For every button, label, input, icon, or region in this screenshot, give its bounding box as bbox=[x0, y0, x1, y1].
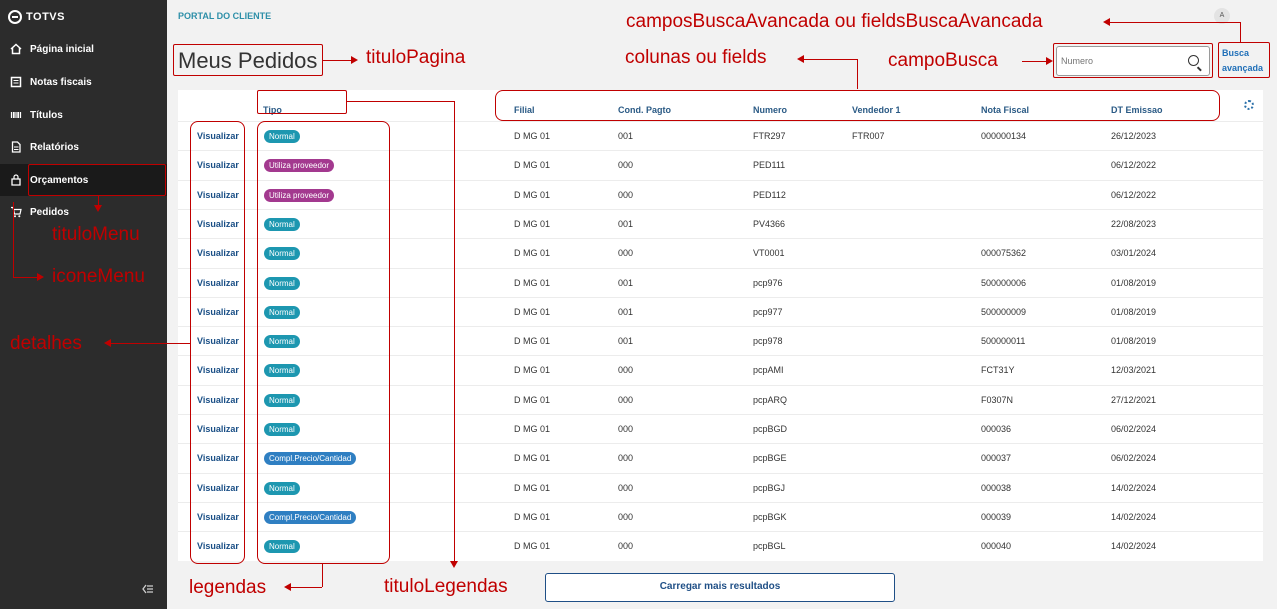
table-cell-numero: PV4366 bbox=[753, 218, 786, 229]
annotation-colunas: colunas ou fields bbox=[625, 47, 767, 68]
column-header-tipo[interactable]: Tipo bbox=[263, 105, 282, 115]
invoice-icon bbox=[10, 76, 22, 88]
annotation-box-titulo bbox=[173, 44, 323, 76]
annotation-line bbox=[857, 59, 858, 89]
cart-icon bbox=[10, 206, 22, 218]
annotation-line bbox=[1240, 22, 1241, 42]
view-details-link[interactable]: Visualizar bbox=[197, 160, 239, 171]
table-cell-numero: pcp976 bbox=[753, 277, 783, 288]
table-cell-nf: 000075362 bbox=[981, 248, 1027, 259]
column-header-vendedor[interactable]: Vendedor 1 bbox=[852, 105, 901, 115]
barcode-icon bbox=[10, 109, 22, 121]
table-cell-nf: 500000009 bbox=[981, 306, 1027, 317]
annotation-line bbox=[1107, 22, 1240, 23]
table-cell-numero: PED111 bbox=[753, 160, 786, 171]
table-cell-cond: 000 bbox=[618, 424, 634, 434]
table-cell-dt: 06/12/2022 bbox=[1111, 189, 1157, 200]
page-title: Meus Pedidos bbox=[178, 48, 318, 73]
annotation-campo-busca: campoBusca bbox=[888, 50, 998, 71]
table-cell-numero: pcpBGD bbox=[753, 424, 788, 434]
status-badge: Normal bbox=[264, 540, 300, 553]
annotation-titulo-legendas: tituloLegendas bbox=[384, 576, 508, 597]
table-cell-filial: D MG 01 bbox=[514, 424, 551, 434]
annotation-legendas: legendas bbox=[189, 577, 267, 598]
portal-title: PORTAL DO CLIENTE bbox=[178, 11, 272, 21]
table-cell-numero: pcp977 bbox=[753, 306, 783, 317]
view-details-link[interactable]: Visualizar bbox=[197, 131, 239, 141]
table-cell-numero: pcpARQ bbox=[753, 394, 788, 405]
view-details-link[interactable]: Visualizar bbox=[197, 277, 239, 288]
view-details-link[interactable]: Visualizar bbox=[197, 336, 239, 347]
annotation-arrow bbox=[94, 205, 102, 212]
table-cell-cond: 001 bbox=[618, 306, 634, 317]
table-cell-dt: 26/12/2023 bbox=[1111, 131, 1157, 141]
table-cell-nf: 000039 bbox=[981, 511, 1012, 522]
annotation-line bbox=[322, 564, 323, 587]
table-cell-nf: FCT31Y bbox=[981, 365, 1015, 376]
sidebar-item-titulos[interactable] bbox=[0, 99, 167, 131]
annotation-box-colunas bbox=[495, 90, 1220, 121]
sidebar-item-label: Orçamentos bbox=[30, 174, 89, 186]
view-details-link[interactable]: Visualizar bbox=[197, 394, 239, 405]
annotation-line bbox=[454, 101, 455, 562]
annotation-titulo-menu: tituloMenu bbox=[52, 224, 140, 245]
status-badge: Normal bbox=[264, 130, 300, 143]
annotation-box-menu bbox=[28, 164, 166, 196]
view-details-link[interactable]: Visualizar bbox=[197, 511, 239, 522]
view-details-link[interactable]: Visualizar bbox=[197, 365, 239, 376]
sidebar-item-label: Relatórios bbox=[30, 141, 79, 153]
annotation-line bbox=[290, 587, 322, 588]
annotation-titulo-pagina: tituloPagina bbox=[366, 47, 466, 68]
table-cell-nf: 500000006 bbox=[981, 277, 1027, 288]
table-cell-nf: 000040 bbox=[981, 541, 1012, 552]
gear-icon[interactable] bbox=[1244, 100, 1254, 110]
table-cell-filial: D MG 01 bbox=[514, 365, 551, 376]
table-cell-numero: pcpBGE bbox=[753, 453, 787, 464]
annotation-box-detalhes bbox=[190, 121, 245, 564]
view-details-link[interactable]: Visualizar bbox=[197, 424, 239, 434]
view-details-link[interactable]: Visualizar bbox=[197, 541, 239, 552]
sidebar-item-pagina-inicial[interactable] bbox=[0, 33, 167, 65]
view-details-link[interactable]: Visualizar bbox=[197, 218, 239, 229]
status-badge: Normal bbox=[264, 218, 300, 231]
table-cell-dt: 14/02/2024 bbox=[1111, 541, 1157, 552]
sidebar-item-relatorios[interactable] bbox=[0, 131, 167, 163]
table-cell-nf: 000037 bbox=[981, 453, 1012, 464]
table-cell-vendedor: FTR007 bbox=[852, 131, 885, 141]
sidebar-item-notas-fiscais[interactable] bbox=[0, 66, 167, 98]
annotation-icone-menu: iconeMenu bbox=[52, 266, 145, 287]
collapse-menu-icon[interactable] bbox=[142, 584, 154, 594]
table-cell-numero: pcp978 bbox=[753, 336, 783, 347]
annotation-campos-busca: camposBuscaAvancada ou fieldsBuscaAvancada bbox=[626, 11, 1043, 32]
table-cell-cond: 001 bbox=[618, 218, 634, 229]
table-cell-cond: 000 bbox=[618, 394, 634, 405]
table-cell-dt: 01/08/2019 bbox=[1111, 277, 1157, 288]
status-badge: Normal bbox=[264, 394, 300, 407]
status-badge: Utiliza proveedor bbox=[264, 189, 334, 202]
column-header-numero[interactable]: Numero bbox=[753, 105, 788, 115]
table-cell-dt: 14/02/2024 bbox=[1111, 511, 1157, 522]
avatar[interactable]: A bbox=[1214, 8, 1230, 24]
table-cell-filial: D MG 01 bbox=[514, 248, 551, 259]
table-cell-dt: 01/08/2019 bbox=[1111, 336, 1157, 347]
table-cell-filial: D MG 01 bbox=[514, 277, 551, 288]
advanced-search-label-line1: Busca bbox=[1222, 48, 1250, 58]
table-cell-nf: 000036 bbox=[981, 424, 1012, 434]
table-cell-nf: F0307N bbox=[981, 394, 1014, 405]
table-cell-filial: D MG 01 bbox=[514, 541, 551, 552]
table-cell-cond: 000 bbox=[618, 248, 634, 259]
brand bbox=[8, 9, 65, 25]
status-badge: Normal bbox=[264, 364, 300, 377]
column-header-dt-emissao[interactable]: DT Emissao bbox=[1111, 105, 1163, 115]
report-icon bbox=[10, 141, 22, 153]
table-cell-cond: 001 bbox=[618, 277, 634, 288]
annotation-line bbox=[13, 202, 14, 277]
annotation-detalhes: detalhes bbox=[10, 333, 82, 354]
table-cell-filial: D MG 01 bbox=[514, 160, 551, 171]
totvs-logo-icon bbox=[8, 10, 22, 24]
annotation-line bbox=[110, 343, 190, 344]
column-header-filial[interactable]: Filial bbox=[514, 105, 535, 115]
annotation-box-tipo bbox=[257, 90, 347, 114]
table-cell-dt: 14/02/2024 bbox=[1111, 482, 1157, 493]
annotation-arrow bbox=[284, 583, 291, 591]
table-cell-filial: D MG 01 bbox=[514, 336, 551, 347]
annotation-box-busca bbox=[1053, 43, 1213, 78]
table-cell-nf: 500000011 bbox=[981, 336, 1026, 347]
table-cell-dt: 22/08/2023 bbox=[1111, 218, 1157, 229]
annotation-box-legendas bbox=[257, 121, 390, 564]
load-more-button[interactable]: Carregar mais resultados bbox=[545, 573, 895, 602]
column-header-cond-pagto[interactable]: Cond. Pagto bbox=[618, 105, 671, 115]
status-badge: Normal bbox=[264, 306, 300, 319]
annotation-arrow bbox=[1046, 57, 1053, 65]
table-cell-dt: 06/12/2022 bbox=[1111, 160, 1157, 171]
table-cell-nf: 000038 bbox=[981, 482, 1012, 493]
view-details-link[interactable]: Visualizar bbox=[197, 248, 239, 259]
table-cell-filial: D MG 01 bbox=[514, 394, 551, 405]
sidebar-item-label: Pedidos bbox=[30, 206, 69, 218]
table-cell-cond: 000 bbox=[618, 482, 634, 493]
table-cell-cond: 000 bbox=[618, 365, 634, 376]
table-cell-numero: pcpBGL bbox=[753, 541, 786, 552]
annotation-line bbox=[347, 101, 454, 102]
home-icon bbox=[10, 43, 22, 55]
table-cell-dt: 27/12/2021 bbox=[1111, 394, 1157, 405]
sidebar-item-label: Notas fiscais bbox=[30, 76, 92, 88]
table-cell-filial: D MG 01 bbox=[514, 131, 551, 141]
status-badge: Normal bbox=[264, 247, 300, 260]
table-cell-dt: 12/03/2021 bbox=[1111, 365, 1157, 376]
table-cell-cond: 000 bbox=[618, 511, 634, 522]
table-cell-cond: 001 bbox=[618, 131, 634, 141]
bag-icon bbox=[10, 174, 22, 186]
annotation-arrow bbox=[37, 273, 44, 281]
status-badge: Utiliza proveedor bbox=[264, 159, 334, 172]
sidebar-item-label: Página inicial bbox=[30, 43, 94, 55]
status-badge: Normal bbox=[264, 277, 300, 290]
table-cell-dt: 06/02/2024 bbox=[1111, 453, 1157, 464]
table-cell-numero: pcpBGJ bbox=[753, 482, 786, 493]
table-cell-cond: 000 bbox=[618, 189, 634, 200]
advanced-search-label-line2: avançada bbox=[1222, 63, 1264, 73]
table-cell-numero: VT0001 bbox=[753, 248, 785, 259]
brand-name: TOTVS bbox=[26, 11, 65, 23]
annotation-box-adv bbox=[1218, 42, 1270, 78]
table-cell-filial: D MG 01 bbox=[514, 306, 551, 317]
table-cell-filial: D MG 01 bbox=[514, 511, 551, 522]
column-header-nota-fiscal[interactable]: Nota Fiscal bbox=[981, 105, 1030, 115]
table-cell-cond: 000 bbox=[618, 160, 634, 171]
view-details-link[interactable]: Visualizar bbox=[197, 453, 239, 464]
table-cell-numero: pcpAMI bbox=[753, 365, 784, 376]
annotation-line bbox=[323, 60, 353, 61]
table-cell-filial: D MG 01 bbox=[514, 189, 551, 200]
annotation-line bbox=[802, 59, 857, 60]
table-cell-numero: PED112 bbox=[753, 189, 786, 200]
annotation-arrow bbox=[1103, 18, 1110, 26]
table-cell-filial: D MG 01 bbox=[514, 482, 551, 493]
view-details-link[interactable]: Visualizar bbox=[197, 189, 239, 200]
sidebar-item-label: Títulos bbox=[30, 109, 63, 121]
annotation-line bbox=[13, 277, 38, 278]
table-cell-numero: pcpBGK bbox=[753, 511, 787, 522]
table-cell-cond: 000 bbox=[618, 541, 634, 552]
annotation-arrow bbox=[450, 561, 458, 568]
status-badge: Normal bbox=[264, 423, 300, 436]
table-cell-dt: 06/02/2024 bbox=[1111, 424, 1157, 434]
table-cell-filial: D MG 01 bbox=[514, 218, 551, 229]
table-cell-dt: 01/08/2019 bbox=[1111, 306, 1157, 317]
status-badge: Normal bbox=[264, 482, 300, 495]
annotation-arrow bbox=[351, 56, 358, 64]
status-badge: Compl.Precio/Cantidad bbox=[264, 511, 356, 524]
table-cell-cond: 000 bbox=[618, 453, 634, 464]
table-cell-filial: D MG 01 bbox=[514, 453, 551, 464]
status-badge: Compl.Precio/Cantidad bbox=[264, 452, 356, 465]
table-cell-numero: FTR297 bbox=[753, 131, 786, 141]
table-cell-dt: 03/01/2024 bbox=[1111, 248, 1157, 259]
view-details-link[interactable]: Visualizar bbox=[197, 306, 239, 317]
status-badge: Normal bbox=[264, 335, 300, 348]
table-cell-cond: 001 bbox=[618, 336, 634, 347]
table-cell-nf: 000000134 bbox=[981, 131, 1027, 141]
view-details-link[interactable]: Visualizar bbox=[197, 482, 239, 493]
